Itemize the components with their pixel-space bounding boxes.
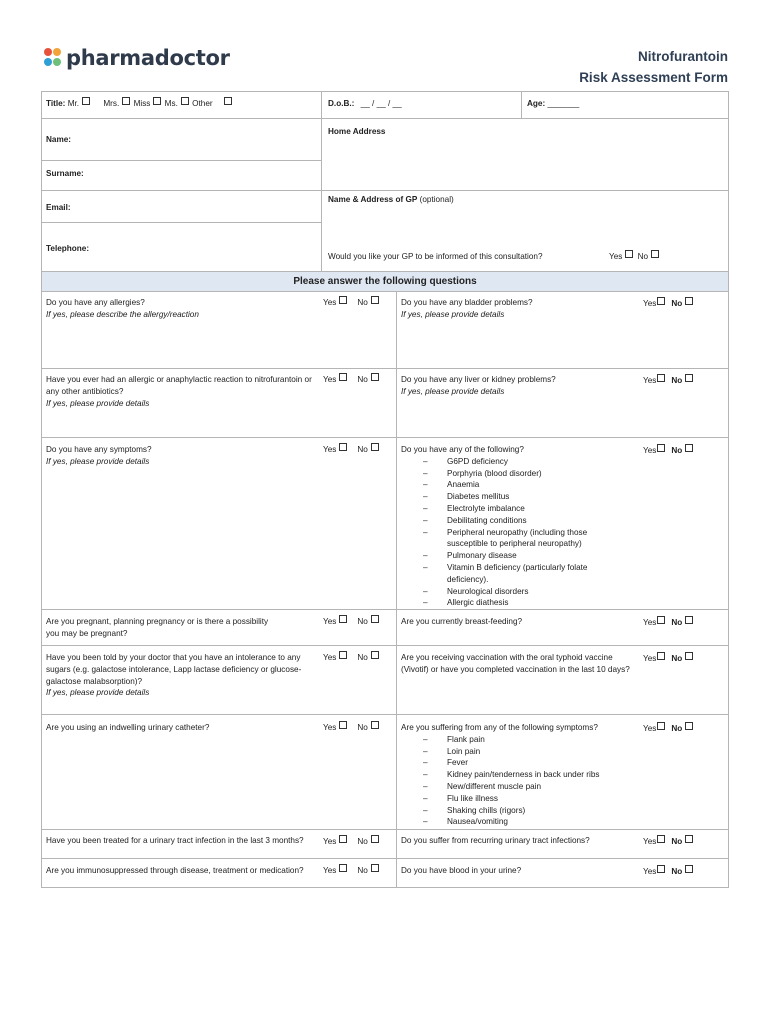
no-label: No [357, 723, 368, 732]
gp-inform-no-checkbox[interactable] [651, 250, 659, 258]
yes-no-breast-feeding [643, 616, 693, 627]
yes-label: Yes [323, 445, 337, 454]
yes-no-allergic-reaction [323, 373, 379, 384]
ms-checkbox[interactable] [181, 97, 189, 105]
title-line-2: Risk Assessment Form [579, 70, 728, 85]
yes-checkbox[interactable] [657, 652, 665, 660]
list-item: – Flu like illness [401, 793, 641, 805]
yes-label: Yes [643, 618, 657, 627]
yes-label: Yes [323, 617, 337, 626]
question-text: Are you immunosuppressed through disease, treatment or medication? [46, 866, 304, 875]
yes-no-conditions [643, 444, 693, 455]
brand-logo [42, 46, 230, 70]
no-checkbox[interactable] [371, 835, 379, 843]
yes-no-liver-kidney [643, 374, 693, 385]
list-item: – Loin pain [401, 746, 641, 758]
question-typhoid-vaccine [401, 652, 637, 676]
mr-checkbox[interactable] [82, 97, 90, 105]
list-item: – Allergic diathesis [401, 597, 636, 609]
yes-checkbox[interactable] [339, 651, 347, 659]
yes-label: Yes [323, 375, 337, 384]
divider [41, 292, 42, 888]
question-text: Do you have any bladder problems? [401, 298, 533, 307]
question-text: Are you suffering from any of the following symptoms? [401, 723, 598, 732]
question-text: Are you using an indwelling urinary catheter? [46, 723, 210, 732]
no-checkbox[interactable] [685, 865, 693, 873]
question-symptoms [46, 444, 316, 468]
title-field [46, 97, 232, 110]
yes-label: Yes [323, 837, 337, 846]
list-item: – Neurological disorders [401, 586, 636, 598]
yes-no-pregnancy [323, 615, 379, 626]
question-subtext: If yes, please provide details [401, 309, 505, 319]
question-pregnancy [46, 616, 276, 640]
title-option-label: Mrs. [103, 99, 120, 108]
no-label: No [671, 724, 683, 733]
yes-label: Yes [323, 653, 337, 662]
yes-checkbox[interactable] [339, 296, 347, 304]
question-blood-in-urine [401, 865, 636, 877]
mrs-checkbox[interactable] [122, 97, 130, 105]
yes-checkbox[interactable] [657, 722, 665, 730]
divider [728, 292, 729, 888]
section-heading: Please answer the following questions [41, 271, 729, 292]
surname-label: Surname: [46, 169, 84, 178]
logo-mark-icon [42, 47, 64, 69]
no-label: No [671, 299, 683, 308]
miss-checkbox[interactable] [153, 97, 161, 105]
gp-inform-yes-checkbox[interactable] [625, 250, 633, 258]
divider [41, 118, 729, 119]
yes-no-recent-uti [323, 835, 379, 846]
yes-no-typhoid-vaccine [643, 652, 693, 663]
yes-label: Yes [643, 837, 657, 846]
question-text: Do you suffer from recurring urinary tract infections? [401, 836, 590, 845]
yes-no-catheter [323, 721, 379, 732]
document-title [579, 46, 728, 88]
age-label: Age: [527, 99, 546, 108]
question-allergic-reaction [46, 374, 316, 409]
logo-dot-orange [53, 48, 61, 56]
yes-no-sugar-intolerance [323, 651, 379, 662]
yes-checkbox[interactable] [339, 864, 347, 872]
list-item: – Peripheral neuropathy (including those susceptible to peripheral neuropathy) [401, 527, 619, 551]
no-label: No [671, 837, 683, 846]
age-blank: _______ [547, 99, 580, 108]
email-label: Email: [46, 203, 71, 212]
list-item: – Kidney pain/tenderness in back under ribs [401, 769, 641, 781]
dob-field[interactable] [328, 98, 402, 110]
question-text: Are you currently breast-feeding? [401, 617, 523, 626]
list-item: – Porphyria (blood disorder) [401, 468, 636, 480]
title-option-label: Mr. [67, 99, 80, 108]
question-text: Do you have any of the following? [401, 445, 524, 454]
yes-no-allergies [323, 296, 379, 307]
title-option-label: Miss [133, 99, 151, 108]
no-checkbox[interactable] [685, 722, 693, 730]
logo-dot-green [53, 58, 61, 66]
yes-label: Yes [643, 446, 657, 455]
yes-label: Yes [323, 298, 337, 307]
question-breast-feeding [401, 616, 636, 628]
yes-checkbox[interactable] [339, 721, 347, 729]
question-subtext: If yes, please provide details [46, 456, 150, 466]
question-text: Are you receiving vaccination with the oral typhoid vaccine (Vivotif) or have you completed vaccination in the last 10 days? [401, 653, 630, 674]
no-label: No [357, 445, 368, 454]
name-label: Name: [46, 135, 72, 144]
question-subtext: If yes, please provide details [401, 386, 505, 396]
yes-no-symptoms [323, 443, 379, 454]
question-text: Do you have blood in your urine? [401, 866, 522, 875]
no-checkbox[interactable] [685, 616, 693, 624]
brand-name: pharmadoctor [66, 46, 230, 70]
divider [41, 887, 729, 888]
divider [41, 829, 729, 830]
question-text: Do you have any allergies? [46, 298, 145, 307]
question-subtext: If yes, please describe the allergy/reaction [46, 309, 199, 319]
divider [41, 858, 729, 859]
no-checkbox[interactable] [371, 721, 379, 729]
yes-label: Yes [643, 654, 657, 663]
telephone-label: Telephone: [46, 244, 90, 253]
no-label: No [671, 654, 683, 663]
conditions-list [401, 456, 636, 609]
logo-dot-blue [44, 58, 52, 66]
yes-checkbox[interactable] [657, 616, 665, 624]
yes-label: Yes [643, 376, 657, 385]
no-label: No [671, 376, 683, 385]
question-recurring-uti [401, 835, 641, 847]
home-address-label: Home Address [328, 127, 386, 136]
question-subtext: If yes, please provide details [46, 398, 150, 408]
no-checkbox[interactable] [371, 373, 379, 381]
no-label: No [637, 252, 649, 261]
yes-label: Yes [323, 723, 337, 732]
no-label: No [357, 837, 368, 846]
yes-checkbox[interactable] [657, 865, 665, 873]
dob-mask: __ / __ / __ [360, 99, 402, 108]
question-text: Have you been told by your doctor that you have an intolerance to any sugars (e.g. galactose intolerance, Lapp lactase deficiency or glucose-galactose malabsorption)? [46, 653, 302, 686]
gp-optional: (optional) [417, 195, 454, 204]
yes-label: Yes [609, 252, 623, 261]
question-liver-kidney [401, 374, 636, 398]
list-item: – Debilitating conditions [401, 515, 636, 527]
question-text: Are you pregnant, planning pregnancy or is there a possibility you may be pregnant? [46, 617, 269, 638]
yes-checkbox[interactable] [657, 374, 665, 382]
list-item: – Nausea/vomiting [401, 816, 641, 828]
yes-label: Yes [643, 724, 657, 733]
question-recent-uti [46, 835, 311, 847]
gp-inform-options [609, 250, 659, 263]
yes-checkbox[interactable] [657, 444, 665, 452]
list-item: – Vitamin B deficiency (particularly folate deficiency). [401, 562, 626, 586]
symptoms-list [401, 734, 641, 828]
divider [41, 190, 729, 191]
yes-checkbox[interactable] [657, 297, 665, 305]
question-text: Do you have any liver or kidney problems? [401, 375, 556, 384]
question-immunosuppressed [46, 865, 308, 877]
no-checkbox[interactable] [371, 864, 379, 872]
divider [41, 645, 729, 646]
yes-checkbox[interactable] [657, 835, 665, 843]
question-uti-symptoms [401, 722, 641, 828]
question-allergies [46, 297, 316, 321]
list-item: – Anaemia [401, 479, 636, 491]
divider [521, 91, 522, 118]
yes-no-immunosuppressed [323, 864, 379, 875]
title-option-label: Ms. [164, 99, 178, 108]
list-item: – G6PD deficiency [401, 456, 636, 468]
divider [41, 437, 729, 438]
no-label: No [357, 617, 368, 626]
list-item: – Diabetes mellitus [401, 491, 636, 503]
yes-label: Yes [643, 299, 657, 308]
no-checkbox[interactable] [371, 296, 379, 304]
gp-inform-question: Would you like your GP to be informed of this consultation? [328, 252, 543, 261]
no-checkbox[interactable] [371, 615, 379, 623]
no-checkbox[interactable] [685, 652, 693, 660]
list-item: – New/different muscle pain [401, 781, 641, 793]
yes-label: Yes [323, 866, 337, 875]
no-checkbox[interactable] [685, 835, 693, 843]
question-text: Have you ever had an allergic or anaphylactic reaction to nitrofurantoin or any other antibiotics? [46, 375, 312, 396]
no-checkbox[interactable] [371, 443, 379, 451]
no-label: No [357, 866, 368, 875]
no-label: No [357, 653, 368, 662]
title-line-1: Nitrofurantoin [638, 49, 728, 64]
divider [41, 368, 729, 369]
question-text: Do you have any symptoms? [46, 445, 152, 454]
yes-checkbox[interactable] [339, 615, 347, 623]
list-item: – Shaking chills (rigors) [401, 805, 641, 817]
question-bladder [401, 297, 636, 321]
no-label: No [357, 375, 368, 384]
yes-no-bladder [643, 297, 693, 308]
list-item: – Fever [401, 757, 641, 769]
divider [41, 160, 321, 161]
yes-checkbox[interactable] [339, 835, 347, 843]
title-label: Title: [46, 99, 66, 108]
no-label: No [671, 446, 683, 455]
yes-checkbox[interactable] [339, 443, 347, 451]
no-checkbox[interactable] [685, 297, 693, 305]
question-sugar-intolerance [46, 652, 320, 699]
divider [41, 714, 729, 715]
logo-dot-red [44, 48, 52, 56]
yes-no-recurring-uti [643, 835, 693, 846]
no-checkbox[interactable] [685, 374, 693, 382]
other-checkbox[interactable] [224, 97, 232, 105]
title-option-label: Other [192, 99, 213, 108]
list-item: – Pulmonary disease [401, 550, 636, 562]
divider [41, 222, 321, 223]
list-item: – Electrolyte imbalance [401, 503, 636, 515]
yes-label: Yes [643, 867, 657, 876]
gp-field [328, 194, 454, 206]
gp-label: Name & Address of GP [328, 195, 418, 204]
divider [396, 292, 397, 888]
yes-checkbox[interactable] [339, 373, 347, 381]
no-label: No [671, 618, 683, 627]
question-text: Have you been treated for a urinary tract infection in the last 3 months? [46, 836, 304, 845]
no-label: No [671, 867, 683, 876]
question-catheter [46, 722, 316, 734]
yes-no-uti-symptoms [643, 722, 693, 733]
question-conditions [401, 444, 636, 609]
list-item: – Flank pain [401, 734, 641, 746]
no-checkbox[interactable] [371, 651, 379, 659]
question-subtext: If yes, please provide details [46, 688, 150, 698]
no-checkbox[interactable] [685, 444, 693, 452]
age-field[interactable] [527, 98, 579, 110]
yes-no-blood-in-urine [643, 865, 693, 876]
dob-label: D.o.B.: [328, 99, 355, 108]
no-label: No [357, 298, 368, 307]
